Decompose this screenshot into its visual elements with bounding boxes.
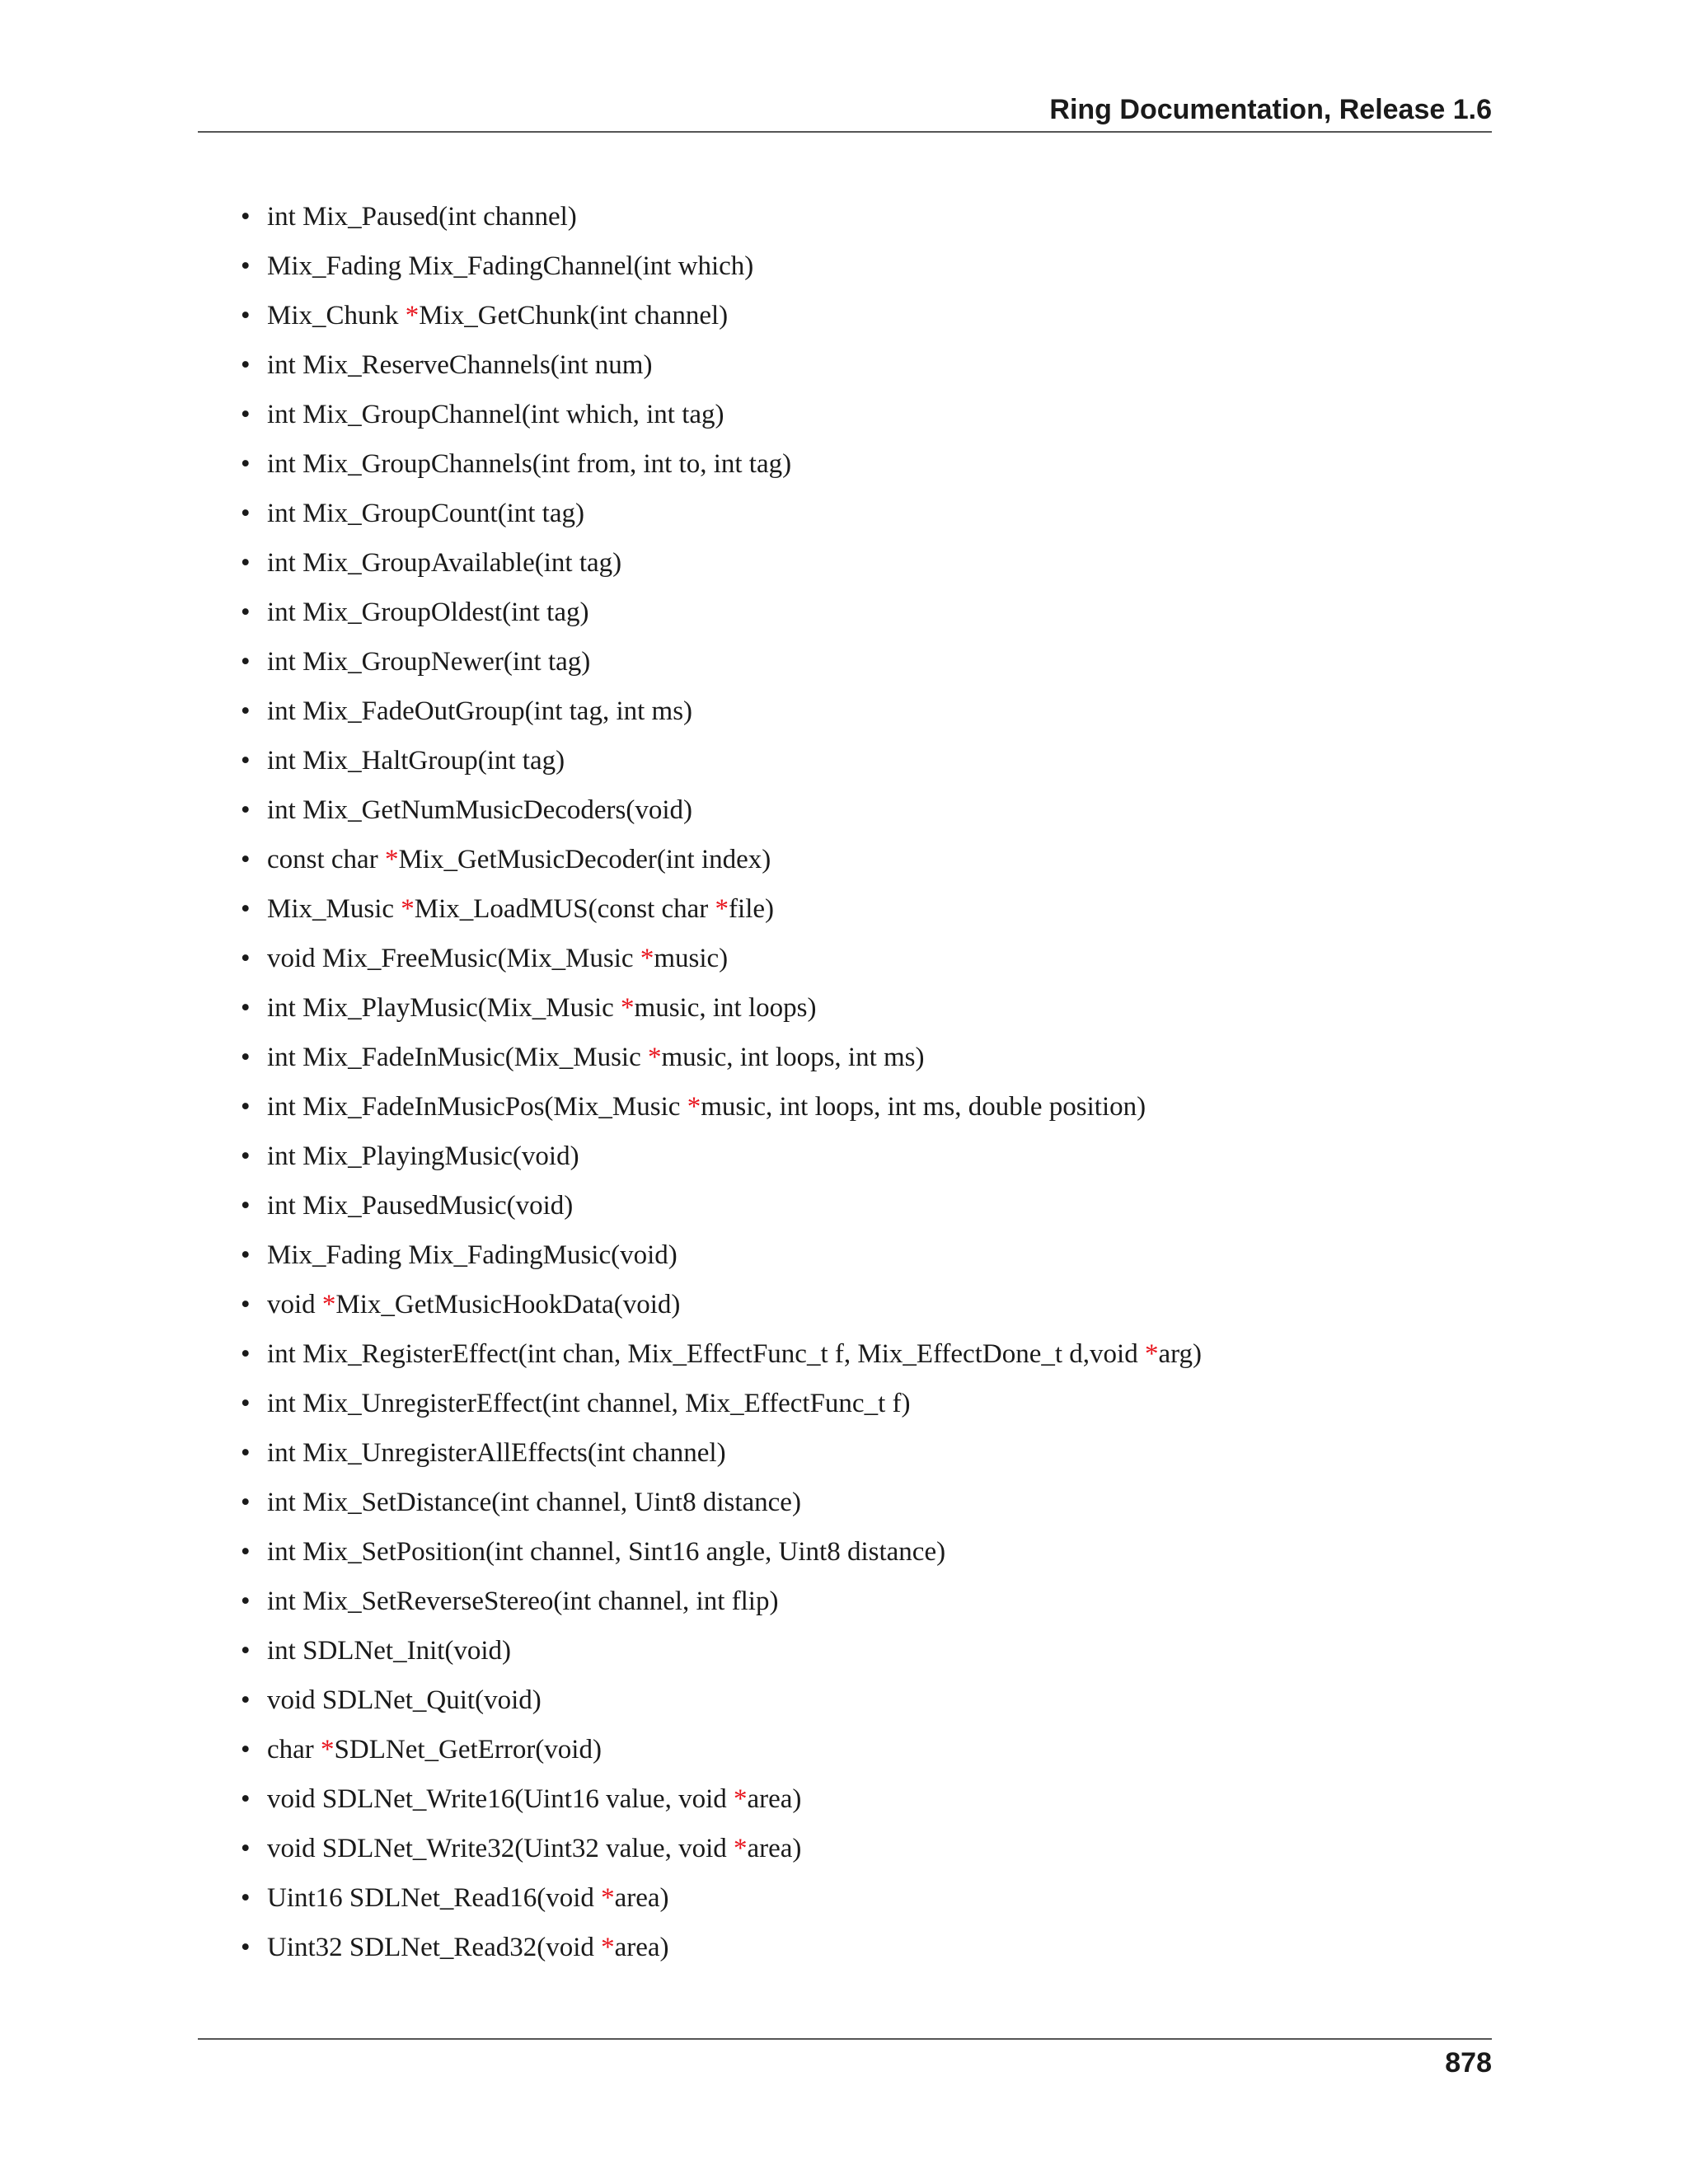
signature-text: Mix_Music [267,894,401,924]
signature-text: int Mix_FadeInMusicPos(Mix_Music [267,1092,687,1122]
bullet-icon: • [241,301,251,330]
signature-text: void SDLNet_Write32(Uint32 value, void [267,1834,734,1863]
signature-text: Mix_GetMusicDecoder(int index) [398,845,771,874]
list-item [239,1282,1475,1332]
function-signature-list [239,194,1475,1975]
list-item [239,1183,1475,1233]
list-item [239,936,1475,986]
list-item [239,392,1475,442]
page-number: 878 [1445,2047,1492,2079]
list-item [239,1925,1475,1975]
bullet-icon: • [241,993,251,1023]
list-item [239,1727,1475,1777]
pointer-asterisk: * [734,1784,748,1814]
list-item [239,442,1475,491]
list-item [239,1480,1475,1530]
signature-text: int SDLNet_Init(void) [267,1636,512,1666]
header-rule [198,131,1492,133]
list-item [239,837,1475,887]
list-item [239,491,1475,541]
list-item [239,293,1475,343]
list-item [239,1134,1475,1183]
signature-text: Mix_Fading Mix_FadingMusic(void) [267,1240,678,1270]
pointer-asterisk: * [647,1043,662,1072]
signature-text: void SDLNet_Quit(void) [267,1685,542,1715]
bullet-icon: • [241,1636,251,1666]
bullet-icon: • [241,1092,251,1122]
list-item [239,1035,1475,1085]
list-item [239,689,1475,738]
signature-text: int Mix_PausedMusic(void) [267,1191,574,1221]
signature-text: Uint32 SDLNet_Read32(void [267,1933,602,1962]
list-item [239,590,1475,640]
pointer-asterisk: * [1144,1339,1159,1369]
bullet-icon: • [241,499,251,528]
signature-text: Mix_LoadMUS(const char [414,894,715,924]
list-item [239,194,1475,244]
signature-text: int Mix_GroupChannel(int which, int tag) [267,400,724,429]
bullet-icon: • [241,1735,251,1765]
bullet-icon: • [241,894,251,924]
signature-text: arg) [1158,1339,1202,1369]
list-item [239,1233,1475,1282]
running-header: Ring Documentation, Release 1.6 [1049,94,1492,125]
bullet-icon: • [241,1586,251,1616]
pointer-asterisk: * [640,944,654,973]
signature-text: file) [729,894,775,924]
bullet-icon: • [241,1438,251,1468]
signature-text: music, int loops, int ms, double position) [701,1092,1146,1122]
bullet-icon: • [241,746,251,776]
signature-text: int Mix_FadeInMusic(Mix_Music [267,1043,648,1072]
signature-text: Mix_GetChunk(int channel) [419,301,729,330]
signature-text: Mix_Fading Mix_FadingChannel(int which) [267,251,754,281]
signature-text: int Mix_PlayingMusic(void) [267,1141,579,1171]
signature-text: int Mix_RegisterEffect(int chan, Mix_EffectFunc_t f, Mix_EffectDone_t d,void [267,1339,1145,1369]
bullet-icon: • [241,1883,251,1913]
bullet-icon: • [241,400,251,429]
signature-text: int Mix_GroupChannels(int from, int to, int tag) [267,449,792,479]
list-item [239,1876,1475,1925]
signature-text: void Mix_FreeMusic(Mix_Music [267,944,640,973]
signature-text: char [267,1735,321,1765]
bullet-icon: • [241,1290,251,1319]
signature-text: int Mix_GroupCount(int tag) [267,499,584,528]
bullet-icon: • [241,795,251,825]
signature-text: music, int loops, int ms) [661,1043,925,1072]
list-item [239,1826,1475,1876]
bullet-icon: • [241,1339,251,1369]
signature-text: int Mix_GroupNewer(int tag) [267,647,591,677]
signature-text: int Mix_SetPosition(int channel, Sint16 angle, Uint8 distance) [267,1537,946,1567]
bullet-icon: • [241,845,251,874]
signature-text: music) [654,944,729,973]
list-item [239,788,1475,837]
list-item [239,343,1475,392]
bullet-icon: • [241,1933,251,1962]
bullet-icon: • [241,647,251,677]
list-item [239,1332,1475,1381]
signature-text: void [267,1290,322,1319]
pointer-asterisk: * [734,1834,748,1863]
bullet-icon: • [241,696,251,726]
list-item [239,541,1475,590]
bullet-icon: • [241,1537,251,1567]
signature-text: int Mix_SetReverseStereo(int channel, int flip) [267,1586,779,1616]
signature-text: area) [747,1834,802,1863]
bullet-icon: • [241,548,251,578]
bullet-icon: • [241,1141,251,1171]
list-item [239,738,1475,788]
bullet-icon: • [241,1240,251,1270]
list-item [239,1579,1475,1629]
list-item [239,1678,1475,1727]
signature-text: int Mix_GroupAvailable(int tag) [267,548,622,578]
signature-text: Uint16 SDLNet_Read16(void [267,1883,602,1913]
signature-text: int Mix_UnregisterAllEffects(int channel) [267,1438,726,1468]
pointer-asterisk: * [601,1883,615,1913]
pointer-asterisk: * [401,894,415,924]
list-item [239,244,1475,293]
signature-text: int Mix_FadeOutGroup(int tag, int ms) [267,696,693,726]
list-item [239,1530,1475,1579]
bullet-icon: • [241,202,251,232]
signature-text: int Mix_GetNumMusicDecoders(void) [267,795,692,825]
signature-text: void SDLNet_Write16(Uint16 value, void [267,1784,734,1814]
list-item [239,1431,1475,1480]
pointer-asterisk: * [321,1290,336,1319]
bullet-icon: • [241,350,251,380]
list-item [239,986,1475,1035]
footer-rule [198,2038,1492,2040]
pointer-asterisk: * [687,1092,701,1122]
signature-text: int Mix_HaltGroup(int tag) [267,746,565,776]
signature-text: area) [614,1933,669,1962]
signature-text: area) [747,1784,802,1814]
list-item [239,887,1475,936]
pointer-asterisk: * [715,894,729,924]
signature-text: const char [267,845,385,874]
list-item [239,640,1475,689]
pointer-asterisk: * [621,993,635,1023]
pointer-asterisk: * [384,845,399,874]
list-item [239,1777,1475,1826]
list-item [239,1381,1475,1431]
bullet-icon: • [241,598,251,627]
pointer-asterisk: * [601,1933,615,1962]
bullet-icon: • [241,1685,251,1715]
bullet-icon: • [241,1191,251,1221]
bullet-icon: • [241,1043,251,1072]
list-item [239,1629,1475,1678]
bullet-icon: • [241,1834,251,1863]
pointer-asterisk: * [321,1735,335,1765]
signature-text: Mix_Chunk [267,301,406,330]
signature-text: int Mix_SetDistance(int channel, Uint8 distance) [267,1488,801,1517]
pointer-asterisk: * [405,301,420,330]
signature-text: int Mix_PlayMusic(Mix_Music [267,993,621,1023]
signature-text: int Mix_ReserveChannels(int num) [267,350,653,380]
signature-text: music, int loops) [634,993,817,1023]
signature-text: int Mix_GroupOldest(int tag) [267,598,589,627]
signature-text: Mix_GetMusicHookData(void) [335,1290,681,1319]
bullet-icon: • [241,1488,251,1517]
bullet-icon: • [241,449,251,479]
signature-text: int Mix_Paused(int channel) [267,202,577,232]
signature-text: SDLNet_GetError(void) [334,1735,602,1765]
bullet-icon: • [241,1389,251,1418]
signature-text: area) [614,1883,669,1913]
signature-text: int Mix_UnregisterEffect(int channel, Mix_EffectFunc_t f) [267,1389,911,1418]
bullet-icon: • [241,944,251,973]
bullet-icon: • [241,1784,251,1814]
bullet-icon: • [241,251,251,281]
list-item [239,1085,1475,1134]
